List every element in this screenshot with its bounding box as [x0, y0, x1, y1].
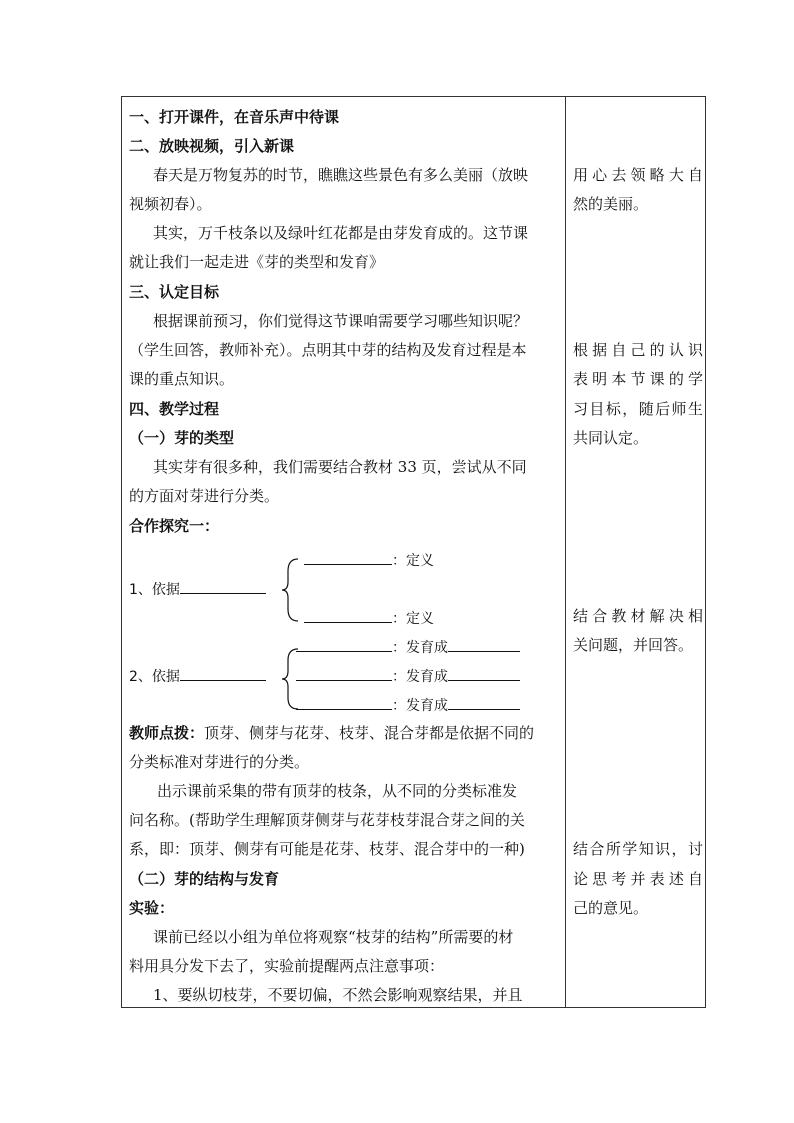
- brace-icon: [280, 557, 300, 623]
- heading-3: 三、认定目标: [129, 283, 220, 301]
- teaching-content-column: [122, 97, 565, 1007]
- paragraph-line: 问名称。(帮助学生理解顶芽侧芽与花芽枝芽混合芽之间的关: [129, 811, 525, 829]
- fill-blank[interactable]: [180, 577, 266, 594]
- side-note-line: 关问题，并回答。: [573, 636, 694, 654]
- paragraph-line: 课前已经以小组为单位将观察“枝芽的结构”所需要的材: [153, 928, 514, 946]
- fill-blank[interactable]: [304, 548, 392, 565]
- basis-2-item: ：发育成: [296, 693, 520, 716]
- fill-blank[interactable]: [180, 664, 266, 681]
- side-note-line: 结合所学知识，讨: [573, 840, 703, 858]
- paragraph-line: 料用具分发下去了，实验前提醒两点注意事项：: [129, 957, 445, 975]
- side-note-line: 用心去领略大自: [573, 166, 703, 184]
- side-note-line: 论思考并表述自: [573, 870, 703, 888]
- fill-blank[interactable]: [296, 635, 392, 652]
- heading-1: 一、打开课件，在音乐声中待课: [129, 108, 340, 126]
- paragraph-line: 其实芽有很多种，我们需要结合教材 33 页，尝试从不同: [153, 458, 527, 476]
- basis-2-label: 2、依据: [129, 664, 266, 687]
- paragraph-line: 1、要纵切枝芽，不要切偏，不然会影响观察结果，并且: [153, 986, 523, 1004]
- basis-1-label: 1、依据: [129, 577, 266, 600]
- subheading-bud-types: （一）芽的类型: [129, 429, 235, 447]
- side-note-line: 然的美丽。: [573, 195, 649, 213]
- side-note-line: 表明本节课的学: [573, 370, 703, 388]
- fill-blank[interactable]: [304, 606, 392, 623]
- lesson-table: [121, 96, 706, 1008]
- side-note-line: 共同认定。: [573, 429, 649, 447]
- fill-blank[interactable]: [448, 664, 520, 681]
- side-note-line: 习目标，随后师生: [573, 400, 703, 418]
- side-note-line: 根据自己的认识: [573, 341, 703, 359]
- fill-blank[interactable]: [448, 635, 520, 652]
- basis-2-item: ：发育成: [296, 635, 520, 658]
- side-note-line: 己的意见。: [573, 899, 649, 917]
- paragraph-line: 的方面对芽进行分类。: [129, 487, 280, 505]
- student-activity-column: [566, 97, 706, 1007]
- paragraph-line: 其实，万千枝条以及绿叶红花都是由芽发育成的。这节课: [153, 224, 529, 242]
- cooperative-inquiry-label: 合作探究一：: [129, 517, 220, 535]
- basis-1-item: ：定义: [304, 606, 434, 629]
- paragraph-line: 课的重点知识。: [129, 370, 235, 388]
- experiment-label: 实验：: [129, 899, 175, 917]
- paragraph-line: 就让我们一起走进《芽的类型和发育》: [129, 253, 385, 271]
- heading-4: 四、教学过程: [129, 400, 220, 418]
- paragraph-line: 根据课前预习，你们觉得这节课咱需要学习哪些知识呢？: [153, 312, 529, 330]
- paragraph-line: （学生回答，教师补充）。点明其中芽的结构及发育过程是本: [129, 341, 527, 359]
- subheading-bud-structure: （二）芽的结构与发育: [129, 870, 280, 888]
- paragraph-line: 出示课前采集的带有顶芽的枝条，从不同的分类标准发: [157, 782, 518, 800]
- heading-2: 二、放映视频，引入新课: [129, 137, 295, 155]
- paragraph-line: 视频初春）。: [129, 195, 212, 213]
- paragraph-line: 春天是万物复苏的时节，瞧瞧这些景色有多么美丽（放映: [153, 166, 529, 184]
- teacher-guidance: 教师点拨：顶芽、侧芽与花芽、枝芽、混合芽都是依据不同的: [129, 724, 535, 742]
- basis-1-item: ：定义: [304, 548, 434, 571]
- side-note-line: 结合教材解决相: [573, 607, 703, 625]
- fill-blank[interactable]: [448, 693, 520, 710]
- paragraph-line: 系，即：顶芽、侧芽有可能是花芽、枝芽、混合芽中的一种): [129, 840, 525, 858]
- paragraph-line: 分类标准对芽进行的分类。: [129, 753, 310, 771]
- fill-blank[interactable]: [296, 693, 392, 710]
- fill-blank[interactable]: [296, 664, 392, 681]
- basis-2-item: ：发育成: [296, 664, 520, 687]
